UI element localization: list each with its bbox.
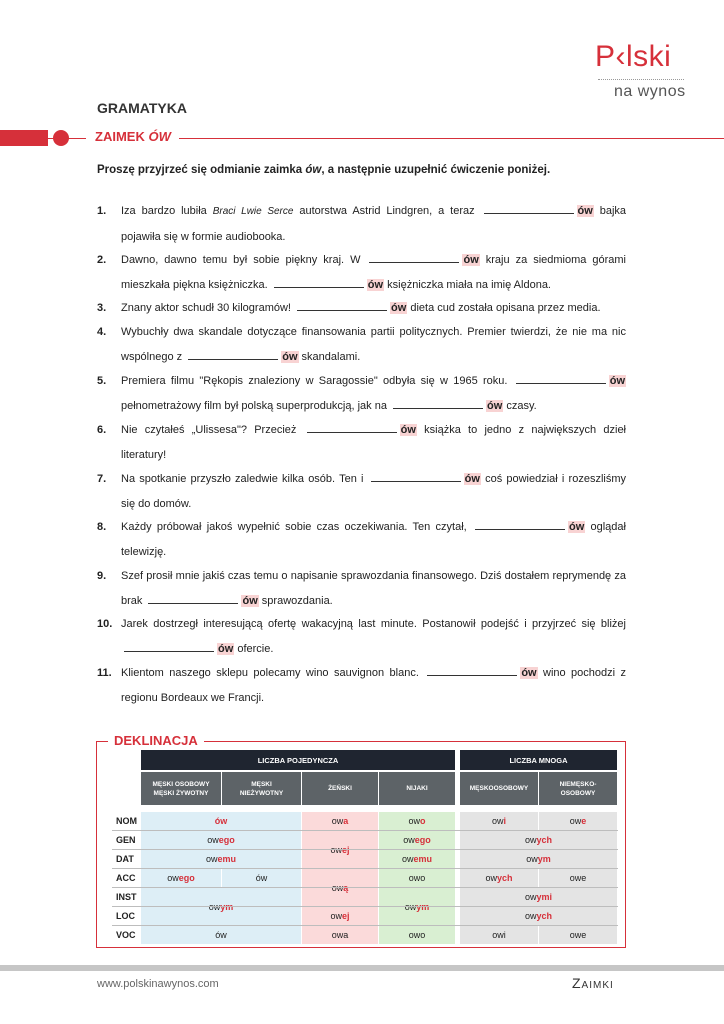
form-m-inst-loc: ow ym [141, 888, 301, 925]
answer-blank[interactable] [274, 277, 364, 288]
form-pl-loc: ow ych [460, 907, 617, 925]
form-mo-acc: ow ego [141, 869, 221, 887]
exercise-number: 1. [97, 205, 107, 217]
footer-topic: Zaimki [572, 975, 614, 991]
case-nom: NOM [116, 816, 137, 826]
col-meski-niezywotny: MĘSKI NIEŻYWOTNY [222, 772, 301, 805]
answer-blank[interactable] [124, 641, 214, 652]
form-pl-mo-voc: ow i [460, 926, 538, 944]
row-divider [112, 849, 618, 850]
logo-polski: P‹lski [595, 40, 672, 73]
answer-blank[interactable] [393, 398, 483, 409]
form-f-voc: ow a [302, 926, 378, 944]
exercise-number: 3. [97, 302, 107, 314]
logo-na-wynos: na wynos [614, 83, 686, 100]
form-n-gen: ow ego [379, 831, 455, 849]
form-n-dat: ow emu [379, 850, 455, 868]
form-f-gen-dat: ow ej [302, 831, 378, 868]
form-m-dat: ow emu [141, 850, 301, 868]
exercise-item: 9. Szef prosił mnie jakiś czas temu o napisanie sprawozdania finansowego. Dziś dostałem reprymendę za brak ów sprawozdania. [97, 564, 626, 613]
row-divider [112, 925, 618, 926]
header-plural: LICZBA MNOGA [460, 750, 617, 770]
section-title: GRAMATYKA [97, 100, 187, 116]
exercise-item: 10. Jarek dostrzegł interesującą ofertę wakacyjną last minute. Postanowił podejść i przyjrzeć się bliżej ów ofercie. [97, 612, 626, 661]
exercise-item: 7. Na spotkanie przyszło zaledwie kilka osób. Ten i ów coś powiedział i rozeszliśmy się do domów. [97, 467, 626, 516]
footer-bar [0, 965, 724, 971]
exercise-item: 8. Każdy próbował jakoś wypełnić sobie czas oczekiwania. Ten czytał, ów oglądał telewizję. [97, 515, 626, 564]
form-pl-nmo-acc: ow e [539, 869, 617, 887]
exercise-number: 11. [97, 667, 112, 679]
footer-url[interactable]: www.polskinawynos.com [97, 978, 219, 990]
answer-blank[interactable] [307, 422, 397, 433]
exercise-item: 2. Dawno, dawno temu był sobie piękny kraj. W ów kraju za siedmioma górami mieszkała piękna księżniczka. ów księżniczka miała na imię Aldona. [97, 248, 626, 297]
exercise-number: 8. [97, 521, 107, 533]
form-n-nom: ow o [379, 812, 455, 830]
col-meskoosobowy: MĘSKOOSOBOWY [460, 772, 538, 805]
form-f-acc-inst: ow ą [302, 869, 378, 906]
exercise-number: 9. [97, 570, 107, 582]
exercise-item: 3. Znany aktor schudł 30 kilogramów! ów dieta cud została opisana przez media. [97, 296, 626, 321]
answer-blank[interactable] [475, 519, 565, 530]
case-gen: GEN [116, 835, 136, 845]
answer-blank[interactable] [516, 373, 606, 384]
answer-blank[interactable] [188, 349, 278, 360]
case-loc: LOC [116, 911, 135, 921]
form-pl-nmo-nom: ow e [539, 812, 617, 830]
answer-blank[interactable] [371, 471, 461, 482]
exercise-number: 7. [97, 473, 107, 485]
form-pl-dat: ow ym [460, 850, 617, 868]
declension-title: DEKLINACJA [108, 733, 204, 748]
grammar-gear-icon [53, 130, 69, 146]
row-divider [112, 868, 618, 869]
zaimek-title: ZAIMEK ÓW [86, 129, 179, 144]
exercise-number: 6. [97, 424, 107, 436]
header-singular: LICZBA POJEDYNCZA [141, 750, 455, 770]
case-voc: VOC [116, 930, 136, 940]
row-divider [112, 830, 618, 831]
exercise-item: 11. Klientom naszego sklepu polecamy wino sauvignon blanc. ów wino pochodzi z regionu Bordeaux we Francji. [97, 661, 626, 710]
case-dat: DAT [116, 854, 134, 864]
exercise-number: 2. [97, 254, 107, 266]
answer-blank[interactable] [297, 300, 387, 311]
form-mn-acc: ów [222, 869, 301, 887]
exercise-item: 1. Iza bardzo lubiła Braci Lwie Serce autorstwa Astrid Lindgren, a teraz ów bajka pojawiła się w formie audiobooka. [97, 199, 626, 249]
form-n-inst-loc: ow ym [379, 888, 455, 925]
col-meski-osobowy: MĘSKI OSOBOWY MĘSKI ŻYWOTNY [141, 772, 221, 805]
answer-blank[interactable] [427, 665, 517, 676]
exercise-item: 5. Premiera filmu "Rękopis znaleziony w Saragossie" odbyła się w 1965 roku. ów pełnometrażowy film był polską superprodukcją, jak na ów czasy. [97, 369, 626, 418]
form-pl-mo-acc: ow ych [460, 869, 538, 887]
col-nijaki: NIJAKI [379, 772, 455, 805]
row-divider [112, 906, 618, 907]
case-inst: INST [116, 892, 137, 902]
form-pl-mo-nom: ow i [460, 812, 538, 830]
form-n-acc: ow o [379, 869, 455, 887]
form-f-loc: ow ej [302, 907, 378, 925]
title-bar-decoration [0, 130, 48, 146]
form-m-gen: ow ego [141, 831, 301, 849]
form-pl-gen: ow ych [460, 831, 617, 849]
case-acc: ACC [116, 873, 136, 883]
form-pl-nmo-voc: ow e [539, 926, 617, 944]
form-m-nom: ów [141, 812, 301, 830]
col-zenski: ŻEŃSKI [302, 772, 378, 805]
instruction: Proszę przyjrzeć się odmianie zaimka ów, a następnie uzupełnić ćwiczenie poniżej. [97, 164, 551, 176]
exercise-number: 4. [97, 326, 107, 338]
col-niemeskoosobowy: NIEMĘSKO- OSOBOWY [539, 772, 617, 805]
answer-blank[interactable] [484, 203, 574, 214]
answer-blank[interactable] [148, 593, 238, 604]
exercise-number: 10. [97, 618, 113, 630]
answer-blank[interactable] [369, 252, 459, 263]
form-n-voc: ow o [379, 926, 455, 944]
form-m-voc: ów [141, 926, 301, 944]
logo-divider [598, 79, 684, 80]
exercise-number: 5. [97, 375, 107, 387]
row-divider [112, 887, 618, 888]
form-f-nom: ow a [302, 812, 378, 830]
exercise-item: 6. Nie czytałeś „Ulissesa"? Przecież ów książka to jedno z największych dzieł literatury! [97, 418, 626, 467]
exercise-item: 4. Wybuchły dwa skandale dotyczące finansowania partii politycznych. Premier twierdzi, że nie ma nic wspólnego z ów skandalami. [97, 320, 626, 369]
form-pl-inst: ow ymi [460, 888, 617, 906]
